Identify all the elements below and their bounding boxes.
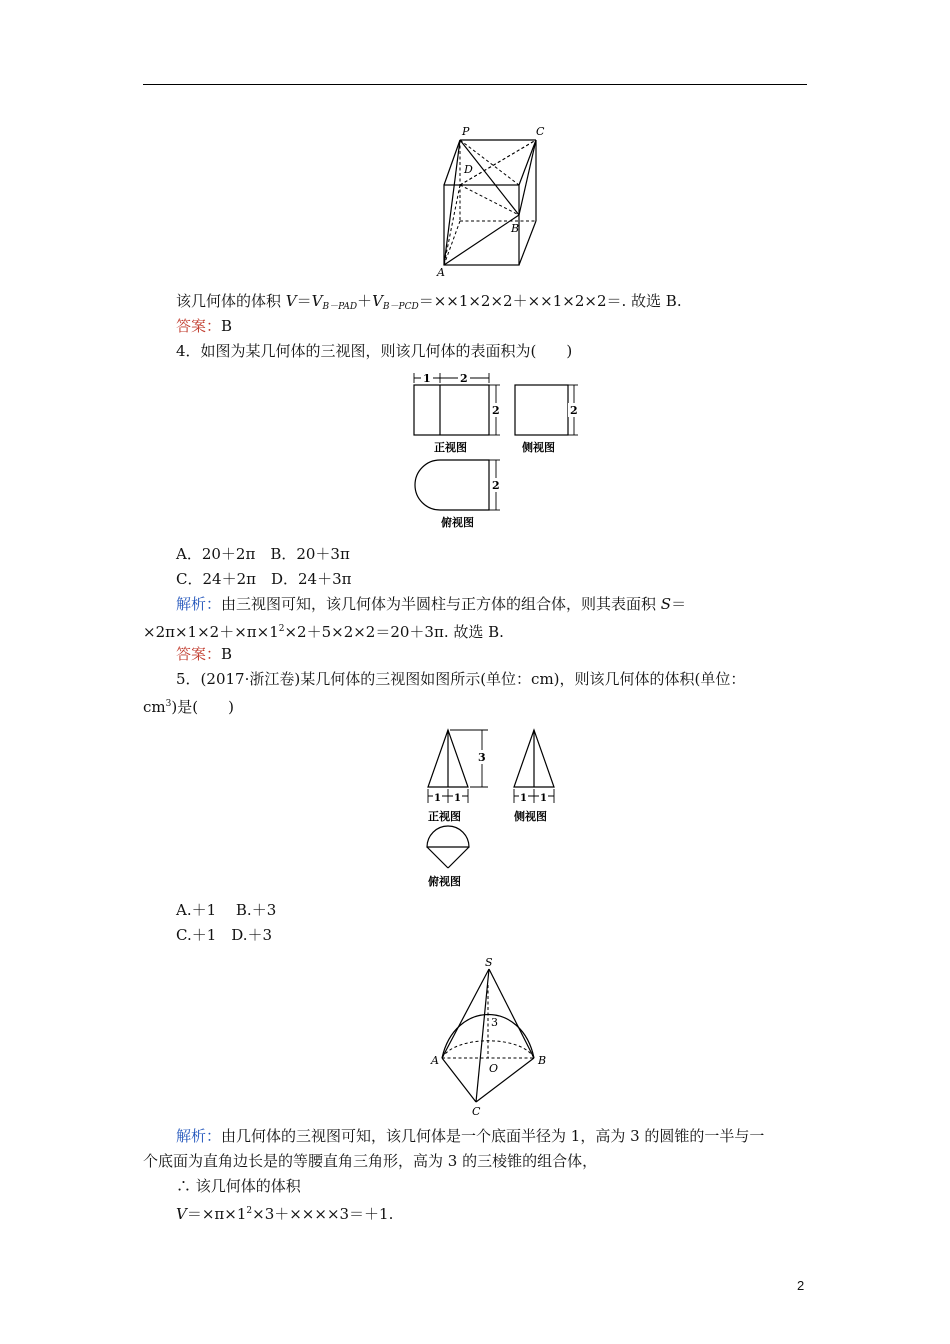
cube-label-d: D [464, 163, 473, 176]
q5-solution-text4a: ＝×π×1 [186, 1205, 247, 1223]
q5-side-label: 侧视图 [514, 810, 547, 823]
q5-solution-label: 解析： [176, 1127, 222, 1145]
q4-solution-text2b: ×2＋5×2×2＝20＋3π. 故选 B. [284, 623, 504, 641]
q5-question-line1: 5．(2017·浙江卷)某几何体的三视图如图所示(单位：cm)，则该几何体的体积(单位： [176, 670, 746, 688]
q5-solution-line4 [176, 1201, 393, 1224]
q5-front-label: 正视图 [428, 810, 461, 823]
q4-solution-s: S [660, 595, 672, 613]
q4-answer-label: 答案： [176, 645, 222, 663]
cube-label-c: C [536, 125, 545, 138]
q4-side-label: 侧视图 [522, 441, 555, 454]
q3-solution-post: ＝××1×2×2＋××1×2×2＝. 故选 B. [418, 292, 682, 310]
q3-solution-pre: 该几何体的体积 [176, 292, 286, 310]
q5-dim-front-l: 1 [434, 793, 441, 804]
q3-eq: ＝ [296, 292, 312, 310]
q5-dim-side-l: 1 [520, 793, 527, 804]
q5-solution-exp: 2 [246, 1206, 253, 1216]
q4-options-row2: C．24＋2π D．24＋3π [176, 570, 352, 588]
q4-dim-1: 1 [423, 372, 431, 385]
q5-dim-front-r: 1 [454, 793, 461, 804]
q5-dim-side-r: 1 [540, 793, 547, 804]
cube-label-p: P [462, 125, 470, 138]
q3-v1: V [311, 292, 323, 310]
q5-question-cm: cm [143, 698, 166, 716]
cone-label-b: B [538, 1054, 547, 1067]
cone-label-o: O [489, 1062, 499, 1075]
q5-top-label: 俯视图 [428, 875, 461, 888]
q4-solution-exp: 2 [278, 624, 285, 634]
cone-label-a: A [431, 1054, 439, 1067]
q4-options-row1: A．20＋2π B．20＋3π [176, 545, 350, 563]
q5-solution-text1: 由几何体的三视图可知，该几何体是一个底面半径为 1，高为 3 的圆锥的一半与一 [221, 1127, 765, 1145]
q4-dim-top-h: 2 [492, 479, 500, 492]
q4-top-label: 俯视图 [441, 516, 474, 529]
q5-dim-h: 3 [478, 751, 486, 764]
q4-answer-value: B [221, 645, 233, 663]
cone-label-s: S [485, 956, 493, 969]
q4-solution-eq: ＝ [671, 595, 687, 613]
q3-v: V [285, 292, 297, 310]
q4-dim-2: 2 [460, 372, 468, 385]
q5-solution-line1 [176, 1126, 764, 1146]
q3-plus: ＋ [357, 292, 373, 310]
q5-solution-text4b: ×3＋××××3＝＋1. [252, 1205, 394, 1223]
q4-dim-front-h: 2 [492, 404, 500, 417]
q5-question-exp: 3 [165, 699, 172, 709]
q3-sub2: B－PCD [382, 302, 419, 312]
cube-label-a: A [437, 266, 445, 279]
q4-solution-text1: 由三视图可知，该几何体为半圆柱与正方体的组合体，则其表面积 [221, 595, 661, 613]
q5-solution-v: V [176, 1205, 187, 1223]
q5-options-row1: A.＋1 B.＋3 [176, 901, 277, 919]
q3-answer-label: 答案： [176, 317, 222, 335]
q4-dim-side-h: 2 [570, 404, 578, 417]
cone-label-c: C [472, 1105, 481, 1118]
q4-solution-text2a: ×2π×1×2＋×π×1 [143, 623, 279, 641]
q5-solution-line3: ∴ 该几何体的体积 [176, 1177, 301, 1195]
q5-options-row2: C.＋1 D.＋3 [176, 926, 273, 944]
q5-solution-line2: 个底面为直角边长是的等腰直角三角形，高为 3 的三棱锥的组合体， [143, 1152, 598, 1170]
q4-front-label: 正视图 [434, 441, 467, 454]
q3-answer-value: B [221, 317, 233, 335]
q4-question: 4．如图为某几何体的三视图，则该几何体的表面积为( ) [176, 342, 573, 360]
q5-question-tail: )是( ) [171, 698, 234, 716]
cone-label-h: 3 [491, 1016, 498, 1029]
q4-solution-label: 解析： [176, 595, 222, 613]
cube-label-b: B [511, 222, 520, 235]
q3-v2: V [372, 292, 383, 310]
page-number: 2 [797, 1278, 805, 1293]
q3-sub1: B－PAD [322, 302, 358, 312]
